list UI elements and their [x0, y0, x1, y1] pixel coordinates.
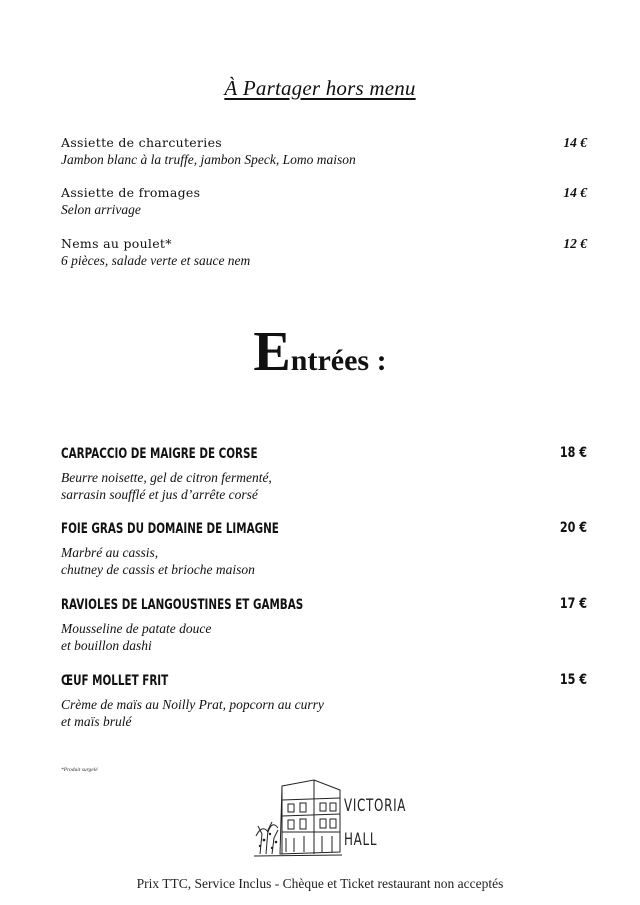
entree-item [61, 443, 587, 503]
menu-item [61, 235, 587, 269]
entree-price: 18 € [559, 445, 587, 461]
entree-description-line: chutney de cassis et brioche maison [61, 562, 255, 577]
footnote: *Produit surgelé [61, 767, 98, 773]
entree-description-line: Crème de maïs au Noilly Prat, popcorn au curry [61, 697, 324, 712]
menu-item [61, 184, 587, 218]
menu-item-description: 6 pièces, salade verte et sauce nem [61, 253, 251, 268]
entree-item [61, 518, 587, 578]
entree-name: ŒUF MOLLET FRIT [61, 673, 169, 689]
entree-name: FOIE GRAS DU DOMAINE DE LIMAGNE [61, 521, 279, 537]
logo-line-2: HALL [344, 830, 378, 850]
entree-item [61, 670, 587, 730]
entree-price: 20 € [559, 520, 587, 536]
entree-price: 17 € [559, 596, 587, 612]
entree-description-line: et maïs brulé [61, 714, 132, 729]
menu-item-price: 14 € [563, 185, 587, 200]
share-section-title: À Partager hors menu [224, 76, 416, 100]
entree-description-line: Marbré au cassis, [61, 545, 159, 560]
building-sketch-icon [252, 776, 344, 860]
entrees-section-title [0, 322, 640, 391]
entree-name: RAVIOLES DE LANGOUSTINES ET GAMBAS [61, 597, 304, 613]
menu-item-price: 12 € [563, 236, 587, 251]
menu-item-description: Jambon blanc à la truffe, jambon Speck, Lomo maison [61, 152, 356, 167]
entrees-title-initial: E [253, 321, 291, 383]
entree-name: CARPACCIO DE MAIGRE DE CORSE [61, 446, 258, 462]
entree-description-line: et bouillon dashi [61, 638, 152, 653]
entree-item [61, 594, 587, 654]
entree-description [61, 620, 587, 654]
entree-description-line: Mousseline de patate douce [61, 621, 212, 636]
entree-description [61, 469, 587, 503]
menu-item [61, 134, 587, 168]
logo-line-1: VICTORIA [344, 796, 407, 816]
entree-price: 15 € [559, 672, 587, 688]
entree-description-line: sarrasin soufflé et jus d’arrête corsé [61, 487, 258, 502]
menu-item-price: 14 € [563, 135, 587, 150]
menu-item-description: Selon arrivage [61, 202, 141, 217]
entrees-title-rest: ntrées : [290, 344, 387, 377]
menu-item-name: Nems au poulet* [61, 236, 172, 251]
entree-description-line: Beurre noisette, gel de citron fermenté, [61, 470, 272, 485]
entree-description [61, 544, 587, 578]
victoria-hall-logo [252, 776, 412, 860]
entree-description [61, 696, 587, 730]
menu-item-name: Assiette de charcuteries [61, 135, 222, 150]
footer-note: Prix TTC, Service Inclus - Chèque et Ticket restaurant non acceptés [136, 876, 504, 891]
menu-item-name: Assiette de fromages [61, 185, 201, 200]
